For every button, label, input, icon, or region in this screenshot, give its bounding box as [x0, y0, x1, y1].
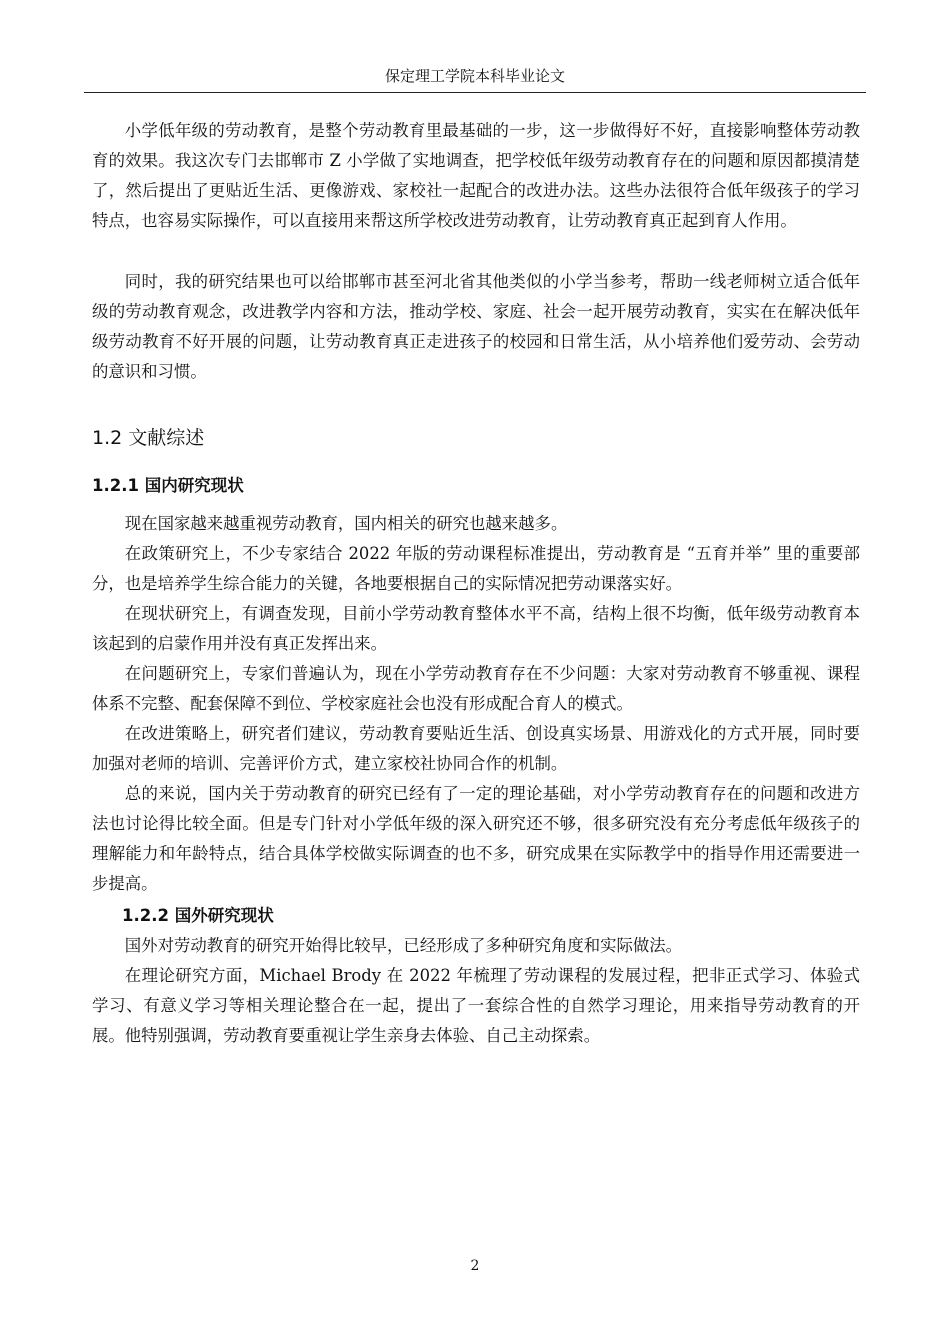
body-paragraph: 在政策研究上，不少专家结合 2022 年版的劳动课程标准提出，劳动教育是 “五育并举” 里的重要部分，也是培养学生综合能力的关键，各地要根据自己的实际情况把劳动课落实好。	[92, 544, 860, 593]
header-title: 保定理工学院本科毕业论文	[384, 67, 565, 85]
body-paragraph: 在现状研究上，有调查发现，目前小学劳动教育整体水平不高，结构上很不均衡，低年级劳动教育本该起到的启蒙作用并没有真正发挥出来。	[92, 604, 860, 653]
intro-paragraph: 小学低年级的劳动教育，是整个劳动教育里最基础的一步，这一步做得好不好，直接影响整体劳动教育的效果。我这次专门去邯郸市 Z 小学做了实地调查，把学校低年级劳动教育存在的问题和原因都摸清楚了，然后提出了更贴近生活、更像游戏、家校社一起配合的改进办法。这些办法很符合低年级孩子的学习特点，也容易实际操作，可以直接用来帮这所学校改进劳动教育，让劳动教育真正起到育人作用。	[92, 121, 860, 230]
paragraph-spacer	[92, 236, 860, 267]
section-heading-1-2-2: 1.2.2 国外研究现状	[122, 906, 274, 925]
page-number: 2	[470, 1258, 480, 1274]
body-paragraph: 国外对劳动教育的研究开始得比较早，已经形成了多种研究角度和实际做法。	[124, 936, 683, 955]
page-body	[92, 116, 860, 1051]
page-header	[84, 64, 866, 93]
body-paragraph: 在改进策略上，研究者们建议，劳动教育要贴近生活、创设真实场景、用游戏化的方式开展，同时要加强对老师的培训、完善评价方式，建立家校社协同合作的机制。	[92, 724, 860, 773]
body-paragraph: 现在国家越来越重视劳动教育，国内相关的研究也越来越多。	[124, 514, 568, 533]
section-heading-1-2: 1.2 文献综述	[92, 427, 205, 449]
section-heading-1-2-1: 1.2.1 国内研究现状	[92, 476, 244, 495]
body-paragraph: 在理论研究方面，Michael Brody 在 2022 年梳理了劳动课程的发展过程，把非正式学习、体验式学习、有意义学习等相关理论整合在一起，提出了一套综合性的自然学习理论，用来指导劳动教育的开展。他特别强调，劳动教育要重视让学生亲身去体验、自己主动探索。	[92, 966, 860, 1045]
intro-paragraph: 同时，我的研究结果也可以给邯郸市甚至河北省其他类似的小学当参考，帮助一线老师树立适合低年级的劳动教育观念，改进教学内容和方法，推动学校、家庭、社会一起开展劳动教育，实实在在解决低年级劳动教育不好开展的问题，让劳动教育真正走进孩子的校园和日常生活，从小培养他们爱劳动、会劳动的意识和习惯。	[92, 272, 860, 381]
body-paragraph: 在问题研究上，专家们普遍认为，现在小学劳动教育存在不少问题：大家对劳动教育不够重视、课程体系不完整、配套保障不到位、学校家庭社会也没有形成配合育人的模式。	[92, 664, 860, 713]
body-paragraph: 总的来说，国内关于劳动教育的研究已经有了一定的理论基础，对小学劳动教育存在的问题和改进方法也讨论得比较全面。但是专门针对小学低年级的深入研究还不够，很多研究没有充分考虑低年级孩子的理解能力和年龄特点，结合具体学校做实际调查的也不多，研究成果在实际教学中的指导作用还需要进一步提高。	[92, 784, 860, 893]
